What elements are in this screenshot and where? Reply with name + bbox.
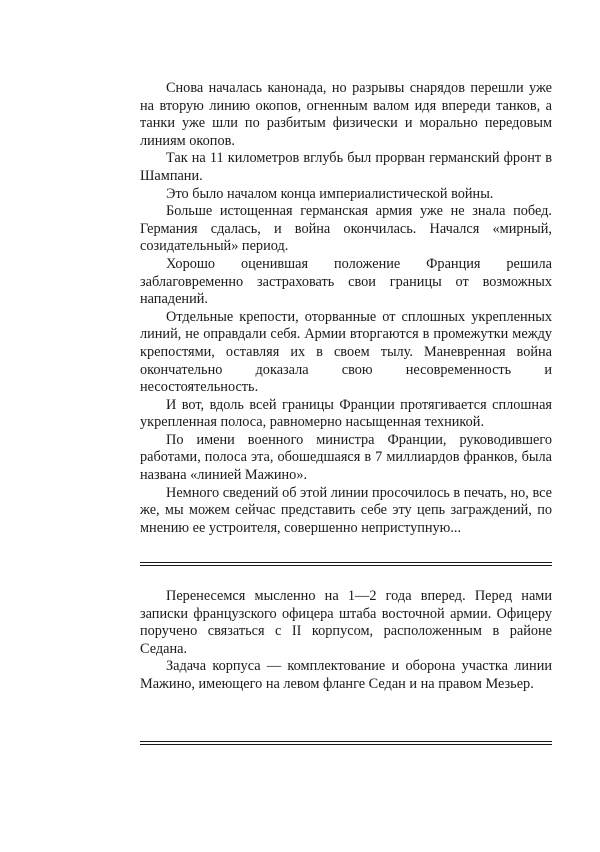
paragraph: И вот, вдоль всей границы Франции протягивается сплошная укрепленная полоса, равномерно насыщенная техникой.: [140, 396, 552, 431]
text-section-upper: [140, 80, 552, 537]
paragraph: Так на 11 километров вглубь был прорван германский фронт в Шампани.: [140, 150, 552, 184]
paragraph: По имени военного министра Франции, руководившего работами, полоса эта, обошедшаяся в 7 миллиардов франков, была названа «линией Мажино».: [140, 431, 552, 484]
section-divider-bottom: [140, 741, 552, 745]
paragraph: Немного сведений об этой линии просочилось в печать, но, все же, мы можем сейчас представить себе эту цепь заграждений, по мнению ее устроителя, совершенно неприступную...: [140, 484, 552, 536]
paragraph: Отдельные крепости, оторванные от сплошных укрепленных линий, не оправдали себя. Армии вторгаются в промежутки между крепостями, оставляя их в своем тылу. Маневренная война окончательно доказала свою несовременность и несостоятельность.: [140, 308, 552, 396]
paragraph: Это было началом конца империалистической войны.: [166, 185, 494, 202]
section-divider-top: [140, 562, 552, 566]
paragraph: Хорошо оценившая положение Франция решила заблаговременно застраховать свои границы от возможных нападений.: [140, 255, 552, 308]
paragraph: Снова началась канонада, но разрывы снарядов перешли уже на вторую линию окопов, огненным валом идя впереди танков, а танки уже шли по разбитым физически и морально передовым линиям окопов.: [140, 80, 552, 149]
paragraph: Перенесемся мысленно на 1—2 года вперед. Перед нами записки французского офицера штаба восточной армии. Офицеру поручено связаться с II корпусом, расположенным в районе Седана.: [140, 588, 552, 657]
paragraph: Задача корпуса — комплектование и оборона участка линии Мажино, имеющего на левом фланге Седан и на правом Мезьер.: [140, 658, 552, 692]
paragraph: Больше истощенная германская армия уже не знала побед. Германия сдалась, и война окончилась. Начался «мирный, созидательный» период.: [140, 203, 552, 255]
text-section-lower: [140, 588, 552, 694]
